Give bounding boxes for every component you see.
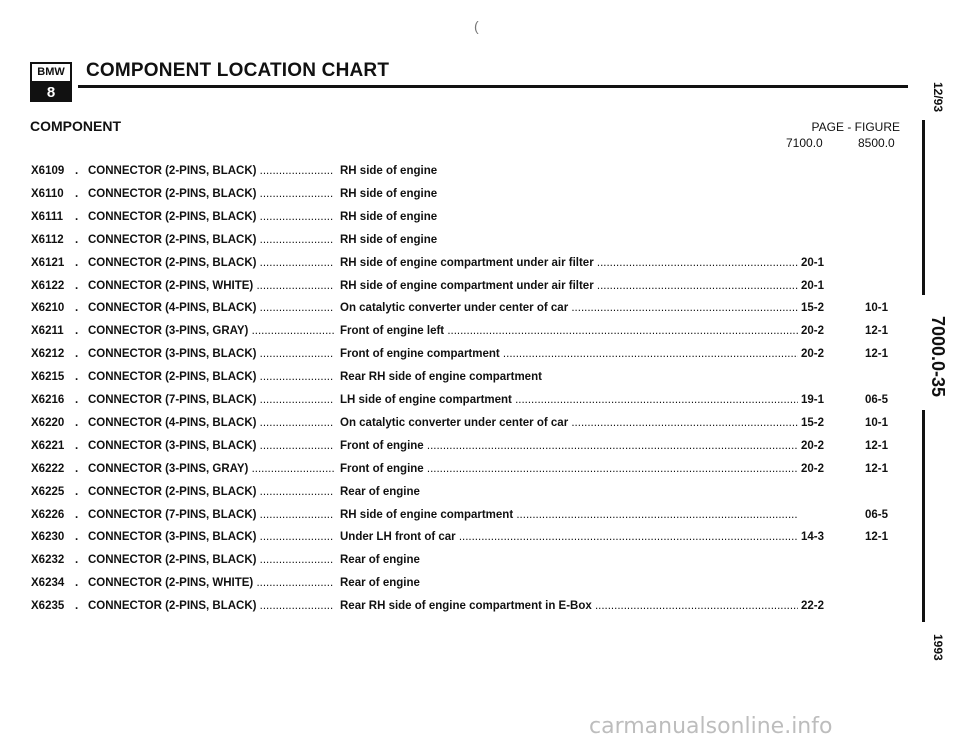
- component-heading: COMPONENT: [30, 118, 121, 134]
- page-ref: 20-2: [800, 325, 824, 338]
- page-ref: 20-1: [800, 256, 824, 269]
- component-location: RH side of engine compartment under air filter .....: [340, 257, 798, 269]
- page-ref: 20-2: [800, 439, 824, 452]
- component-location: RH side of engine: [340, 187, 438, 200]
- side-rule-lower: [922, 410, 925, 622]
- logo-top-text: BMW: [32, 64, 70, 83]
- side-year: 1993: [931, 634, 945, 661]
- component-code: X6235: [31, 600, 65, 613]
- component-code: X6210: [31, 302, 65, 315]
- component-code: X6109: [31, 165, 65, 177]
- figure-ref: 12-1: [864, 462, 888, 475]
- component-location: RH side of engine: [340, 233, 438, 246]
- leader-dot: .: [75, 554, 79, 567]
- page-title: COMPONENT LOCATION CHART: [86, 60, 390, 81]
- component-name: CONNECTOR (2-PINS, BLACK) .....: [88, 188, 334, 200]
- component-code: X6112: [31, 233, 64, 246]
- component-code: X6122: [31, 279, 65, 292]
- component-name: CONNECTOR (2-PINS, BLACK) .....: [88, 211, 334, 223]
- component-code: X6111: [31, 210, 63, 223]
- page-ref: 15-2: [800, 416, 824, 429]
- leader-dot: .: [75, 371, 79, 384]
- component-location: On catalytic converter under center of car .....: [340, 302, 798, 314]
- leader-dot: .: [75, 256, 79, 269]
- component-location: Rear of engine: [340, 485, 420, 498]
- component-code: X6225: [31, 485, 65, 498]
- component-location: Rear of engine: [340, 554, 420, 567]
- component-code: X6226: [31, 508, 65, 521]
- component-location: RH side of engine compartment under air filter .....: [340, 280, 798, 292]
- component-location: RH side of engine: [340, 210, 438, 223]
- component-location: Front of engine compartment .....: [340, 348, 798, 360]
- component-location: Rear RH side of engine compartment: [340, 371, 542, 384]
- component-name: CONNECTOR (2-PINS, BLACK) .....: [88, 234, 334, 246]
- component-location: Front of engine .....: [340, 440, 798, 452]
- component-name: CONNECTOR (4-PINS, BLACK) .....: [88, 302, 334, 314]
- logo-bottom-text: 8: [32, 83, 70, 102]
- leader-dot: .: [75, 485, 79, 498]
- component-code: X6211: [31, 325, 64, 338]
- page-ref: 14-3: [800, 531, 824, 544]
- page-ref: 15-2: [800, 302, 824, 315]
- side-rule-upper: [922, 120, 925, 295]
- component-name: CONNECTOR (2-PINS, BLACK) .....: [88, 486, 334, 498]
- component-name: CONNECTOR (3-PINS, GRAY) .....: [88, 325, 334, 337]
- component-name: CONNECTOR (2-PINS, BLACK) .....: [88, 554, 334, 566]
- page-column-header: 7100.0: [786, 136, 823, 150]
- component-name: CONNECTOR (4-PINS, BLACK) .....: [88, 417, 334, 429]
- component-name: CONNECTOR (7-PINS, BLACK) .....: [88, 394, 334, 406]
- component-location: On catalytic converter under center of car .....: [340, 417, 798, 429]
- figure-ref: 12-1: [864, 348, 888, 361]
- leader-dot: .: [75, 416, 79, 429]
- leader-dot: .: [75, 348, 79, 361]
- page-ref: 22-2: [800, 600, 824, 613]
- page-figure-label: PAGE - FIGURE: [811, 120, 900, 134]
- leader-dot: .: [75, 508, 79, 521]
- component-location: LH side of engine compartment .....: [340, 394, 798, 406]
- component-name: CONNECTOR (2-PINS, BLACK) .....: [88, 165, 334, 177]
- side-date: 12/93: [931, 82, 945, 113]
- page-ref: 20-2: [800, 348, 824, 361]
- leader-dot: .: [75, 577, 79, 590]
- figure-ref: 12-1: [864, 439, 888, 452]
- component-location: Rear of engine: [340, 577, 420, 590]
- page-ref: 20-1: [800, 279, 824, 292]
- component-name: CONNECTOR (3-PINS, BLACK) .....: [88, 440, 334, 452]
- component-name: CONNECTOR (2-PINS, BLACK) .....: [88, 371, 334, 383]
- component-code: X6215: [31, 371, 65, 384]
- leader-dot: .: [75, 394, 79, 406]
- component-location: Front of engine .....: [340, 463, 798, 475]
- page-ref: 20-2: [800, 462, 824, 475]
- leader-dot: .: [75, 325, 79, 338]
- component-location: RH side of engine compartment .....: [340, 509, 798, 521]
- component-name: CONNECTOR (3-PINS, GRAY) .....: [88, 463, 334, 475]
- page-ref: 19-1: [800, 394, 824, 406]
- figure-ref: 10-1: [864, 416, 888, 429]
- scan-mark: (: [474, 18, 479, 34]
- leader-dot: .: [75, 462, 79, 475]
- leader-dot: .: [75, 165, 79, 177]
- watermark: carmanualsonline.info: [589, 714, 833, 739]
- figure-column-header: 8500.0: [858, 136, 895, 150]
- component-name: CONNECTOR (2-PINS, WHITE) .....: [88, 577, 334, 589]
- component-code: X6230: [31, 531, 65, 544]
- component-name: CONNECTOR (2-PINS, BLACK) .....: [88, 257, 334, 269]
- component-name: CONNECTOR (2-PINS, WHITE) .....: [88, 280, 334, 292]
- figure-ref: 06-5: [864, 394, 888, 406]
- figure-ref: 06-5: [864, 508, 888, 521]
- component-name: CONNECTOR (2-PINS, BLACK) .....: [88, 600, 334, 612]
- component-name: CONNECTOR (7-PINS, BLACK) .....: [88, 509, 334, 521]
- leader-dot: .: [75, 531, 79, 544]
- component-location: RH side of engine: [340, 165, 438, 177]
- figure-ref: 12-1: [864, 531, 888, 544]
- component-code: X6212: [31, 348, 65, 361]
- component-code: X6222: [31, 462, 65, 475]
- leader-dot: .: [75, 210, 79, 223]
- component-location: Front of engine left .....: [340, 325, 798, 337]
- side-section-number: 7000.0-35: [928, 316, 948, 398]
- leader-dot: .: [75, 302, 79, 315]
- component-code: X6216: [31, 394, 65, 406]
- component-code: X6110: [31, 187, 64, 200]
- component-code: X6234: [31, 577, 65, 590]
- component-location: Rear RH side of engine compartment in E-Box .....: [340, 600, 798, 612]
- leader-dot: .: [75, 233, 79, 246]
- component-code: X6221: [31, 439, 65, 452]
- leader-dot: .: [75, 279, 79, 292]
- leader-dot: .: [75, 187, 79, 200]
- component-location: Under LH front of car .....: [340, 531, 798, 543]
- figure-ref: 12-1: [864, 325, 888, 338]
- component-code: X6121: [31, 256, 65, 269]
- leader-dot: .: [75, 600, 79, 613]
- figure-ref: 10-1: [864, 302, 888, 315]
- component-code: X6232: [31, 554, 65, 567]
- component-name: CONNECTOR (3-PINS, BLACK) .....: [88, 531, 334, 543]
- bmw-logo: [30, 62, 72, 102]
- component-code: X6220: [31, 416, 65, 429]
- component-name: CONNECTOR (3-PINS, BLACK) .....: [88, 348, 334, 360]
- title-rule: [78, 85, 908, 88]
- leader-dot: .: [75, 439, 79, 452]
